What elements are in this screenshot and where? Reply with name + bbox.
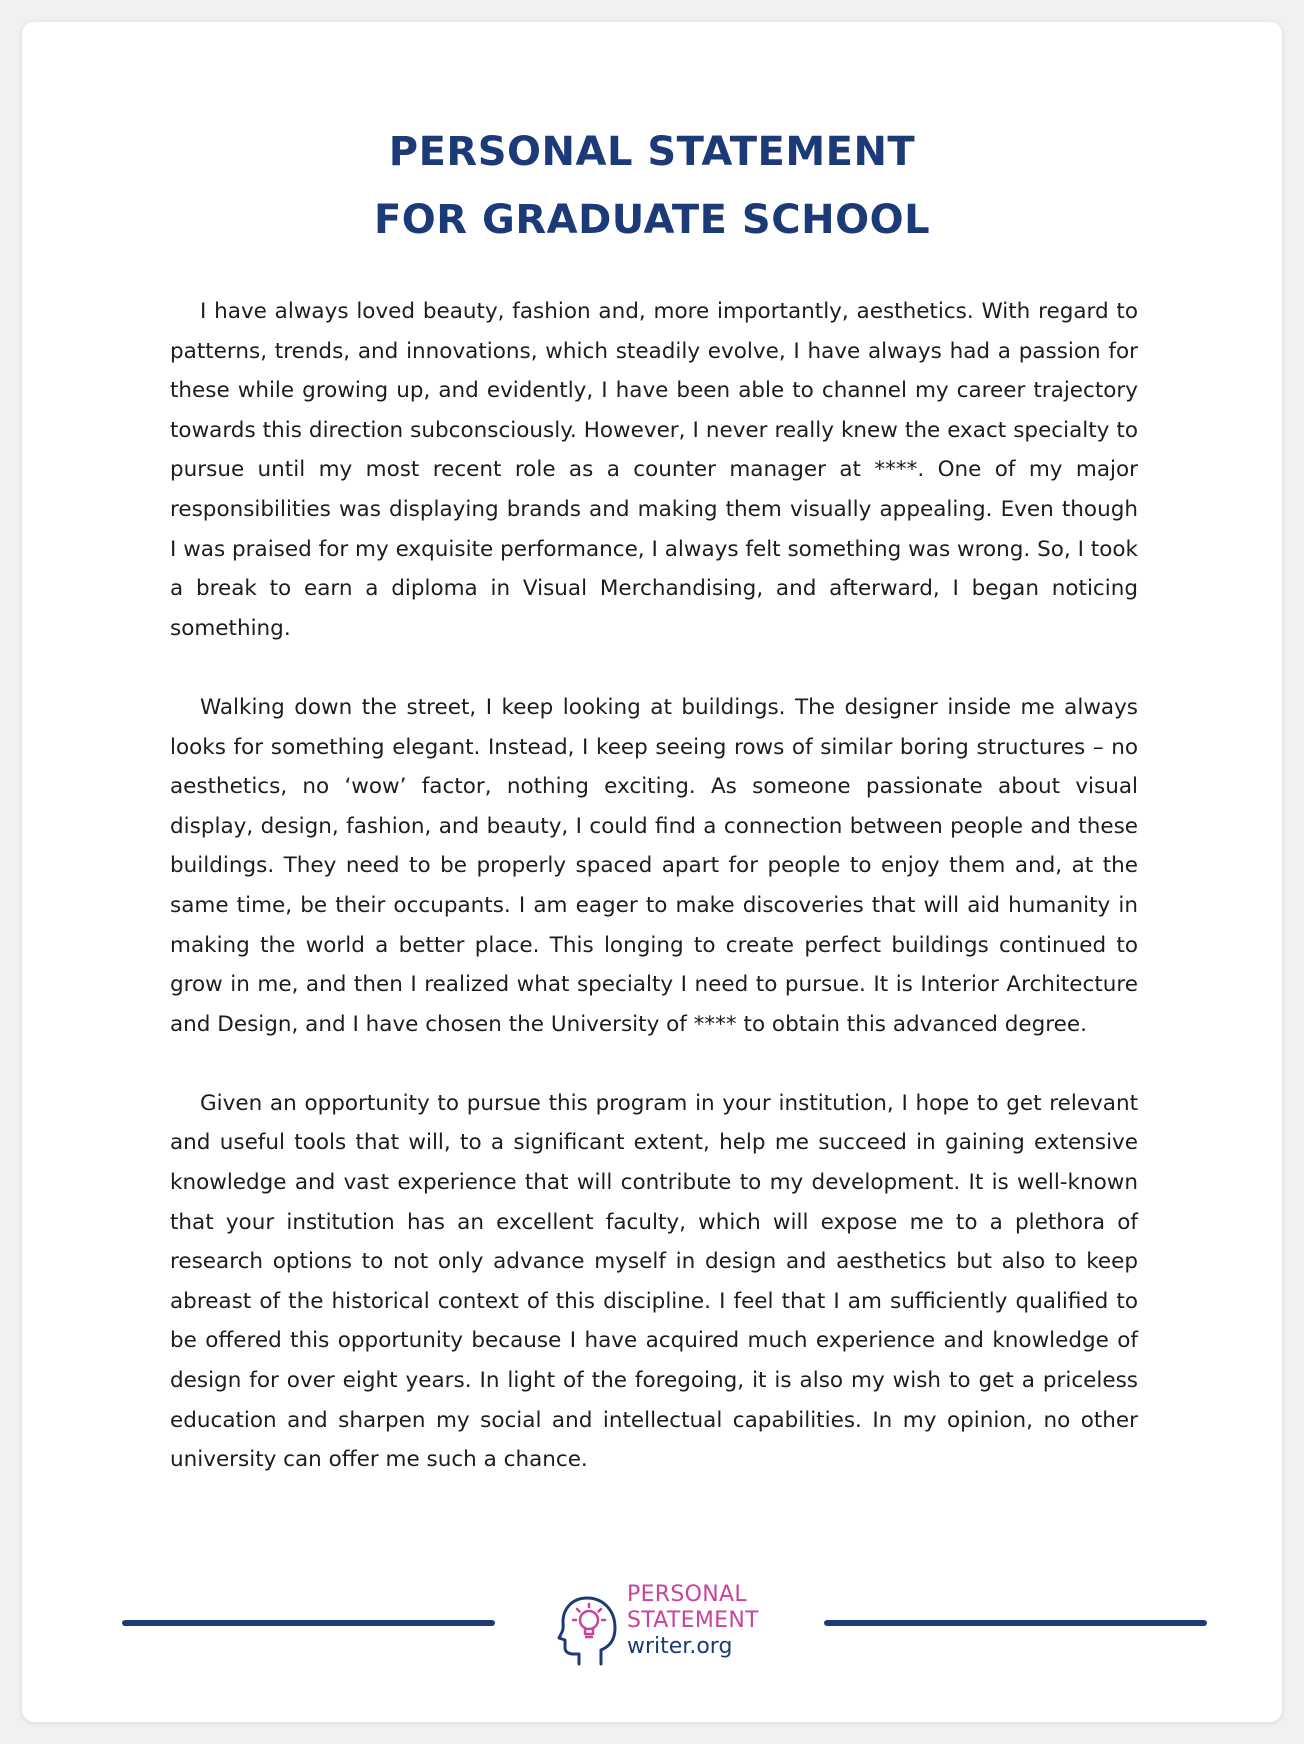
site-logo	[557, 1580, 777, 1680]
logo-line-1: PERSONAL	[627, 1582, 747, 1607]
paragraph-3: Given an opportunity to pursue this program in your institution, I hope to get relevant and useful tools that will, to a significant extent, help me succeed in gaining extensive knowledge and vast experience that will contribute to my development. It is well-known that your institution has an excellent faculty, which will expose me to a plethora of research options to not only advance myself in design and aesthetics but also to keep abreast of the historical context of this discipline. I feel that I am sufficiently qualified to be offered this opportunity because I have acquired much experience and knowledge of design for over eight years. In light of the foregoing, it is also my wish to get a priceless education and sharpen my social and intellectual capabilities. In my opinion, no other university can offer me such a chance.	[170, 1090, 1138, 1473]
title-line-1: PERSONAL STATEMENT	[388, 129, 916, 175]
title-line-2: FOR GRADUATE SCHOOL	[373, 197, 931, 243]
paragraph-1: I have always loved beauty, fashion and, more importantly, aesthetics. With regard to patterns, trends, and innovations, which steadily evolve, I have always had a passion for these while growing up, and evidently, I have been able to channel my career trajectory towards this direction subconsciously. However, I never really knew the exact specialty to pursue until my most recent role as a counter manager at ****. One of my major responsibilities was displaying brands and making them visually appealing. Even though I was praised for my exquisite performance, I always felt something was wrong. So, I took a break to earn a diploma in Visual Merchandising, and afterward, I began noticing something.	[170, 299, 1138, 641]
paragraph-2: Walking down the street, I keep looking at buildings. The designer inside me always looks for something elegant. Instead, I keep seeing rows of similar boring structures – no aesthetics, no ‘wow’ factor, nothing exciting. As someone passionate about visual display, design, fashion, and beauty, I could find a connection between people and these buildings. They need to be properly spaced apart for people to enjoy them and, at the same time, be their occupants. I am eager to make discoveries that will aid humanity in making the world a better place. This longing to create perfect buildings continued to grow in me, and then I realized what specialty I need to pursue. It is Interior Architecture and Design, and I have chosen the University of **** to obtain this advanced degree.	[170, 694, 1138, 1037]
head-lightbulb-icon	[557, 1584, 621, 1668]
logo-line-3: writer.org	[627, 1634, 733, 1659]
document-title	[22, 118, 1282, 254]
logo-wordmark	[627, 1582, 759, 1660]
footer-divider-left	[122, 1620, 495, 1626]
footer-divider-right	[824, 1620, 1207, 1626]
logo-line-2: STATEMENT	[627, 1608, 759, 1633]
document-page	[22, 22, 1282, 1722]
document-body	[170, 292, 1138, 1480]
